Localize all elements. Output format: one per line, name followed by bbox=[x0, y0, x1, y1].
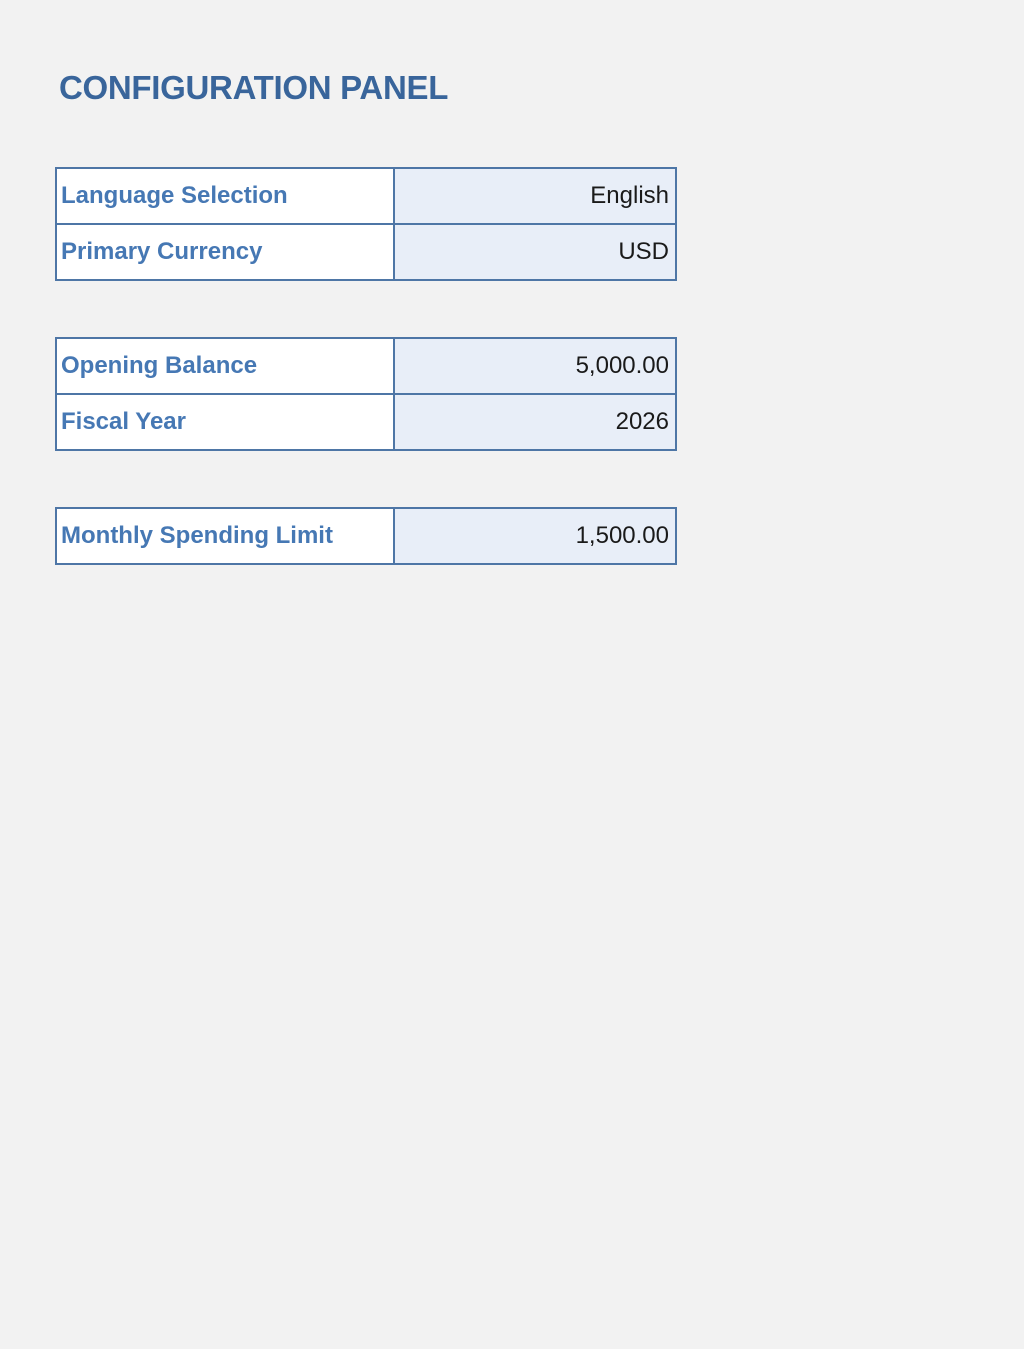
balance-fiscal-table bbox=[55, 337, 677, 451]
table-row bbox=[56, 224, 676, 280]
monthly-spending-limit-label: Monthly Spending Limit bbox=[56, 508, 394, 564]
fiscal-year-label: Fiscal Year bbox=[56, 394, 394, 450]
monthly-spending-limit-value-cell[interactable]: 1,500.00 bbox=[394, 508, 676, 564]
fiscal-year-value-cell[interactable]: 2026 bbox=[394, 394, 676, 450]
primary-currency-value-cell[interactable]: USD bbox=[394, 224, 676, 280]
opening-balance-value-cell[interactable]: 5,000.00 bbox=[394, 338, 676, 394]
table-row bbox=[56, 508, 676, 564]
language-currency-table bbox=[55, 167, 677, 281]
language-selection-value-cell[interactable]: English bbox=[394, 168, 676, 224]
page-title: CONFIGURATION PANEL bbox=[59, 69, 449, 106]
table-row bbox=[56, 394, 676, 450]
language-selection-label: Language Selection bbox=[56, 168, 394, 224]
opening-balance-label: Opening Balance bbox=[56, 338, 394, 394]
table-row bbox=[56, 168, 676, 224]
primary-currency-label: Primary Currency bbox=[56, 224, 394, 280]
spending-limit-table bbox=[55, 507, 677, 565]
table-row bbox=[56, 338, 676, 394]
